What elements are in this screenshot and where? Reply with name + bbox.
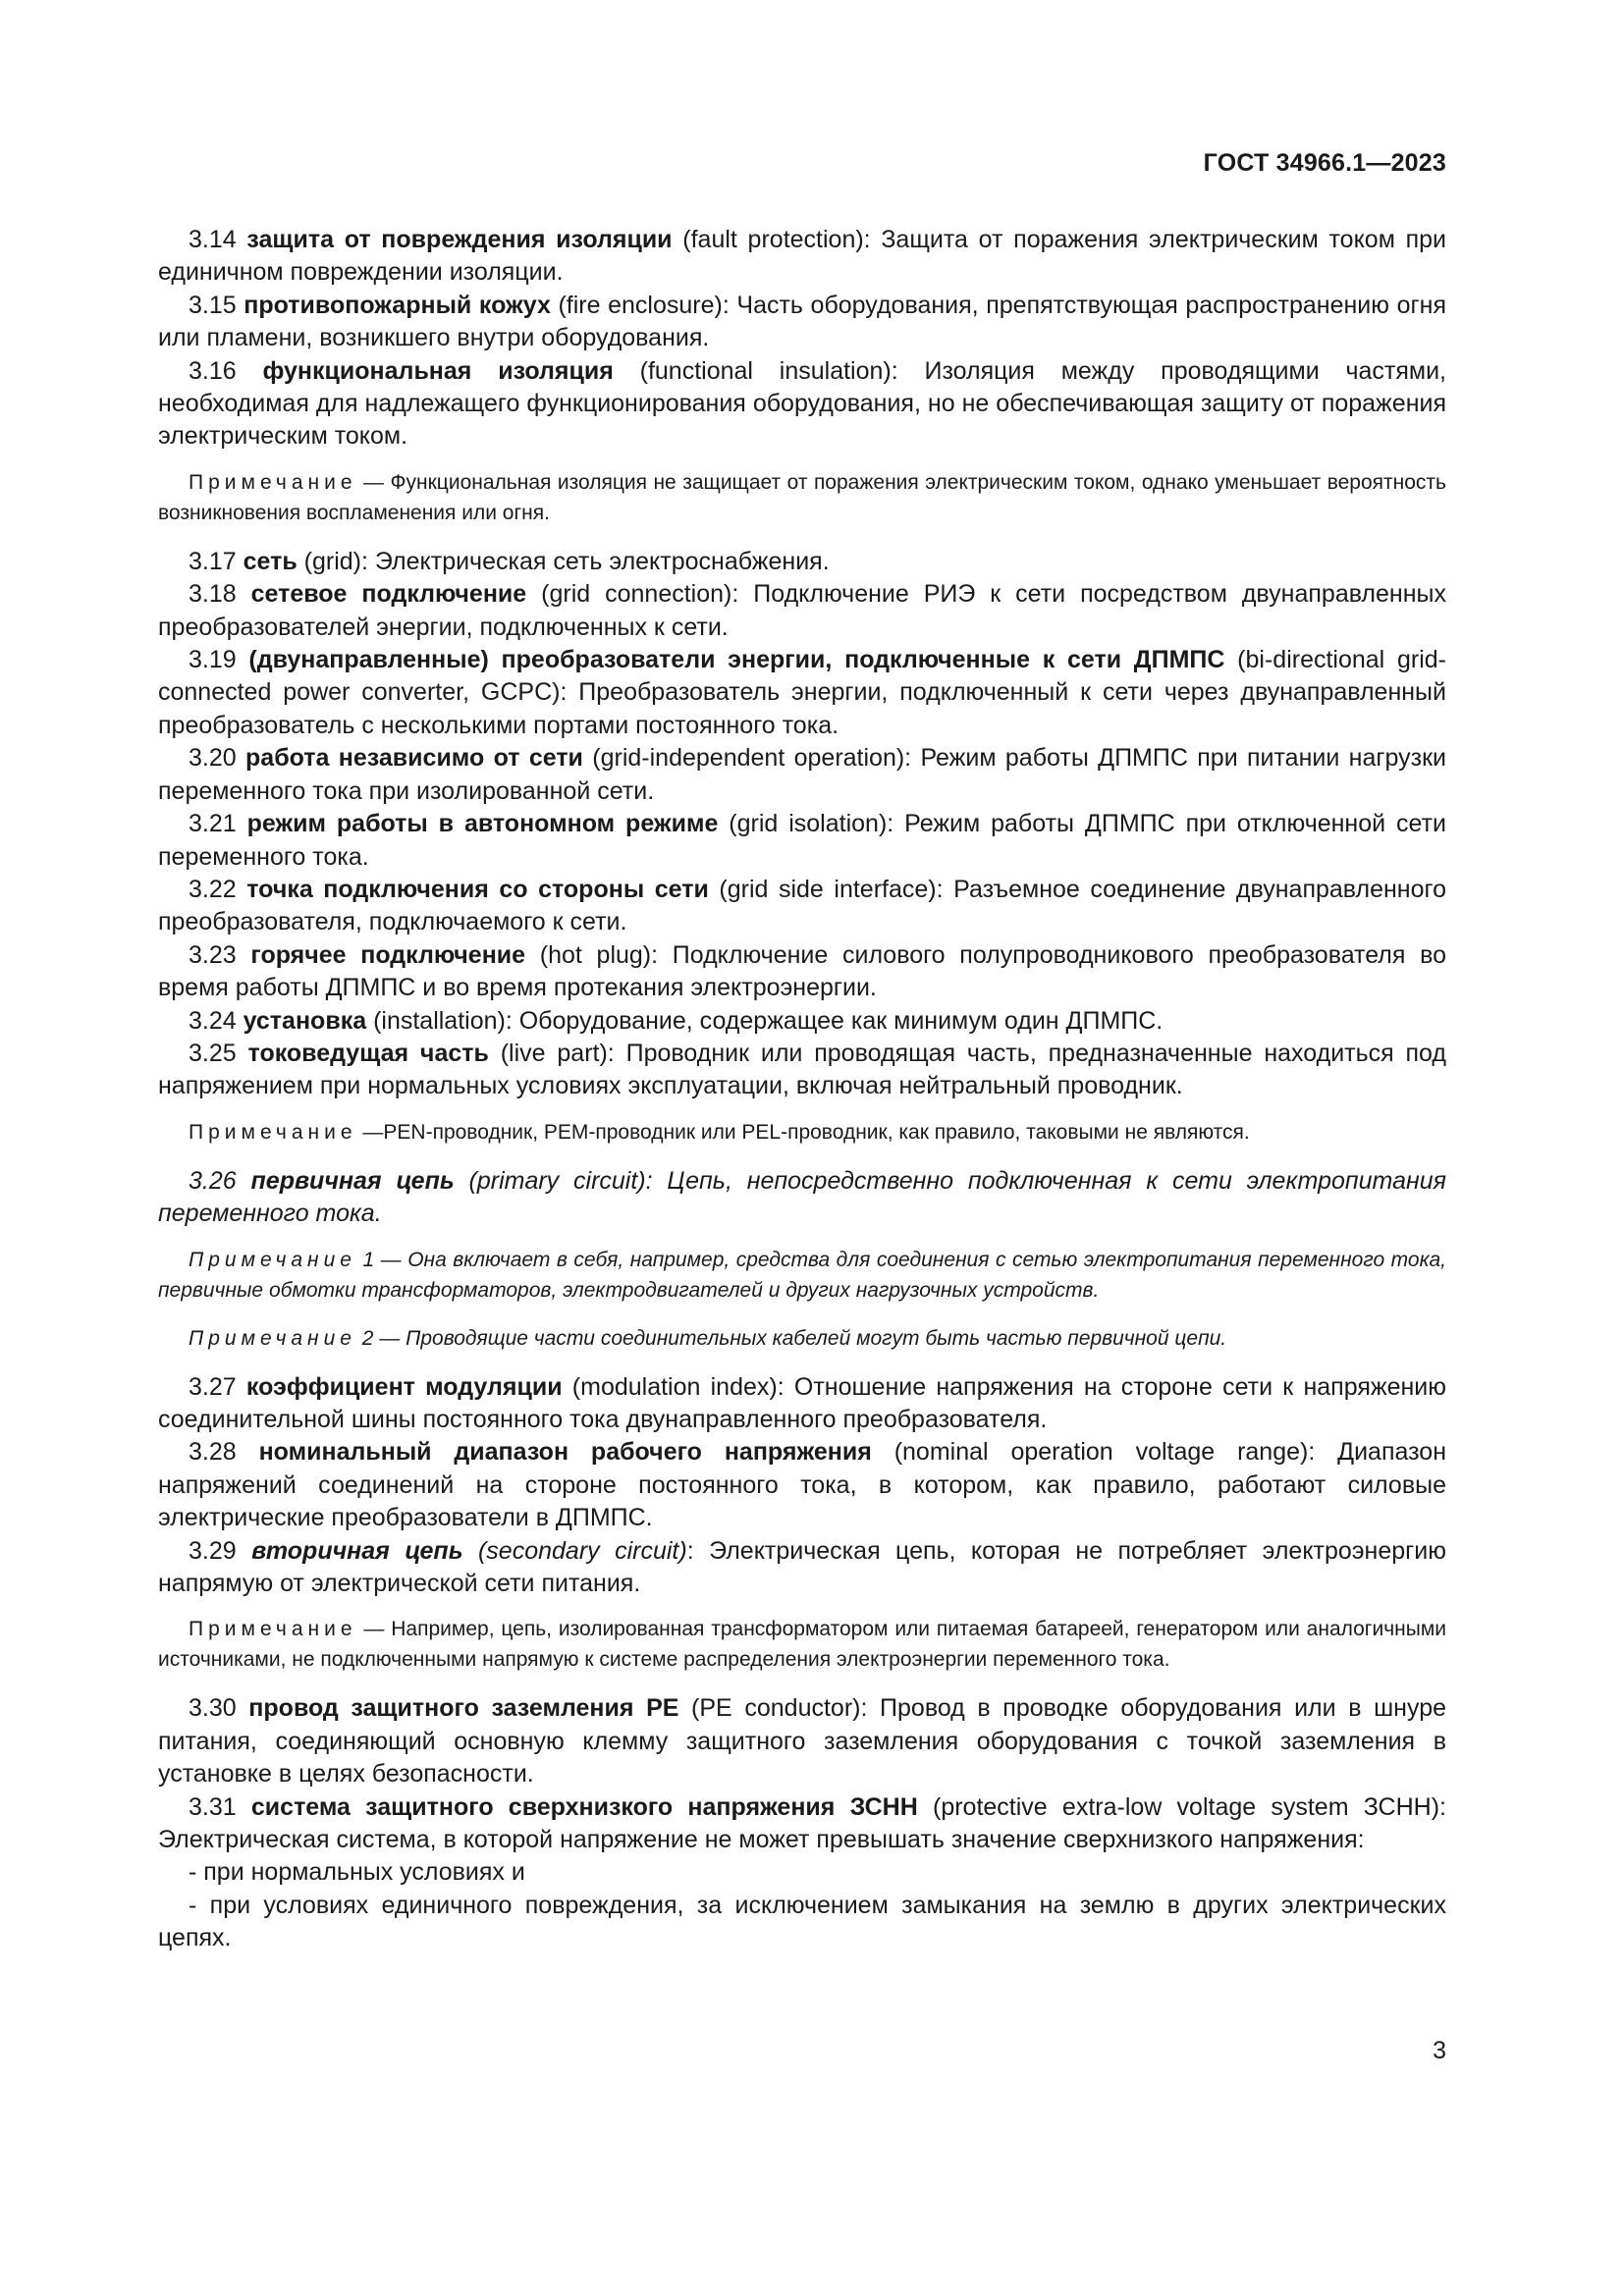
term: работа независимо от сети — [245, 744, 583, 773]
note-3-26-2: Примечание 2 — Проводящие части соединительных кабелей могут быть частью первичной цепи. — [189, 1326, 1227, 1350]
entry-3-19: 3.19 (двунаправленные) преобразователи энергии, подключенные к сети ДПМПС (bi-directional grid-connected power converter, GCPC): Преобразователь энергии, подключенный к сети через двунаправленный преобразователь с несколькими портами постоянного тока. — [158, 646, 1446, 739]
entry-3-27: 3.27 коэффициент модуляции (modulation index): Отношение напряжения на стороне сети к напряжению соединительной шины постоянного тока двунаправленного преобразователя. — [158, 1372, 1447, 1433]
term: первичная цепь — [250, 1166, 455, 1195]
entry-3-29: 3.29 вторичная цепь (secondary circuit): Электрическая цепь, которая не потребляет электроэнергию напрямую от электрической сети питания. — [158, 1536, 1447, 1597]
term: горячее подключение — [250, 940, 526, 969]
term: токоведущая часть — [247, 1039, 489, 1067]
entry-3-17: 3.17 сеть (grid): Электрическая сеть электроснабжения. — [189, 547, 830, 575]
term: сеть — [243, 547, 298, 575]
entry-3-21: 3.21 режим работы в автономном режиме (grid isolation): Режим работы ДПМПС при отключенной сети переменного тока. — [158, 810, 1446, 871]
note-3-29: Примечание — Например, цепь, изолированная трансформатором или питаемая батареей, генератором или аналогичными источниками, не подключенными напрямую к системе распределения электроэнергии переменного тока. — [158, 1618, 1446, 1672]
note-label: Примечание — [189, 470, 357, 494]
term: (двунаправленные) преобразователи энергии, подключенные к сети ДПМПС — [248, 646, 1225, 674]
entry-3-28: 3.28 номинальный диапазон рабочего напряжения (nominal operation voltage range): Диапазон напряжений соединений на стороне постоянного тока, в котором, как правило, работают силовые электрические преобразователи в ДПМПС. — [158, 1438, 1447, 1532]
entry-3-22: 3.22 точка подключения со стороны сети (grid side interface): Разъемное соединение двунаправленного преобразователя, подключаемого к сети. — [158, 875, 1446, 936]
term: система защитного сверхнизкого напряжения ЗСНН — [250, 1792, 918, 1821]
term: вторичная цепь — [251, 1536, 463, 1565]
term: номинальный диапазон рабочего напряжения — [258, 1438, 872, 1467]
note-label: Примечание — [189, 1326, 356, 1350]
entry-3-18: 3.18 сетевое подключение (grid connection): Подключение РИЭ к сети посредством двунаправленных преобразователей энергии, подключенных к сети. — [158, 580, 1446, 641]
term: противопожарный кожух — [244, 291, 551, 319]
entry-3-14: 3.14 защита от повреждения изоляции (fault protection): Защита от поражения электрическим током при единичном повреждении изоляции. — [158, 226, 1447, 287]
note-label: Примечание — [189, 1120, 357, 1144]
entry-3-15: 3.15 противопожарный кожух (fire enclosure): Часть оборудования, препятствующая распространению огня или пламени, возникшего внутри оборудования. — [158, 291, 1446, 352]
term: точка подключения со стороны сети — [246, 875, 709, 903]
note-3-25: Примечание —PEN-проводник, PEM-проводник или PEL-проводник, как правило, таковыми не являются. — [189, 1120, 1250, 1144]
term: сетевое подключение — [250, 580, 527, 609]
term: коэффициент модуляции — [245, 1372, 563, 1401]
entry-3-31: 3.31 система защитного сверхнизкого напряжения ЗСНН (protective extra-low voltage system ЗСНН): Электрическая система, в которой напряжение не может превышать значение сверхнизкого напряжения: — [158, 1792, 1446, 1854]
list-item: - при нормальных условиях и — [189, 1858, 525, 1887]
note-label: Примечание — [189, 1248, 356, 1271]
content — [158, 224, 1446, 1955]
page-number: 3 — [1433, 2037, 1446, 2064]
entry-3-23: 3.23 горячее подключение (hot plug): Подключение силового полупроводникового преобразователя во время работы ДПМПС и во время протекания электроэнергии. — [158, 940, 1447, 1002]
note-3-16: Примечание — Функциональная изоляция не защищает от поражения электрическим током, однако уменьшает вероятность возникновения воспламенения или огня. — [158, 470, 1446, 524]
term: провод защитного заземления PE — [248, 1694, 679, 1723]
term: режим работы в автономном режиме — [246, 810, 719, 838]
document-id: ГОСТ 34966.1—2023 — [1203, 149, 1446, 177]
term: установка — [243, 1006, 367, 1035]
entry-3-24: 3.24 установка (installation): Оборудование, содержащее как минимум один ДПМПС. — [189, 1006, 1164, 1035]
entry-3-16: 3.16 функциональная изоляция (functional insulation): Изоляция между проводящими частями, необходимая для надлежащего функционирования оборудования, но не обеспечивающая защиту от поражения электрическим током. — [158, 356, 1446, 451]
note-3-26-1: Примечание 1 — Она включает в себя, например, средства для соединения с сетью электропитания переменного тока, первичные обмотки трансформаторов, электродвигателей и других нагрузочных устройств. — [158, 1248, 1447, 1302]
list-item: - при условиях единичного повреждения, за исключением замыкания на землю в других электрических цепях. — [158, 1891, 1446, 1952]
entry-3-30: 3.30 провод защитного заземления PE (PE conductor): Провод в проводке оборудования или в шнуре питания, соединяющий основную клемму защитного заземления оборудования с точкой заземления в установке в целях безопасности. — [158, 1694, 1447, 1789]
entry-3-20: 3.20 работа независимо от сети (grid-independent operation): Режим работы ДПМПС при питании нагрузки переменного тока при изолированной сети. — [158, 744, 1446, 805]
term: функциональная изоляция — [262, 356, 614, 385]
term: защита от повреждения изоляции — [246, 226, 673, 253]
entry-3-25: 3.25 токоведущая часть (live part): Проводник или проводящая часть, предназначенные находиться под напряжением при нормальных условиях эксплуатации, включая нейтральный проводник. — [158, 1039, 1446, 1100]
note-label: Примечание — [189, 1618, 357, 1641]
entry-3-26: 3.26 первичная цепь (primary circuit): Цепь, непосредственно подключенная к сети электропитания переменного тока. — [158, 1166, 1447, 1228]
